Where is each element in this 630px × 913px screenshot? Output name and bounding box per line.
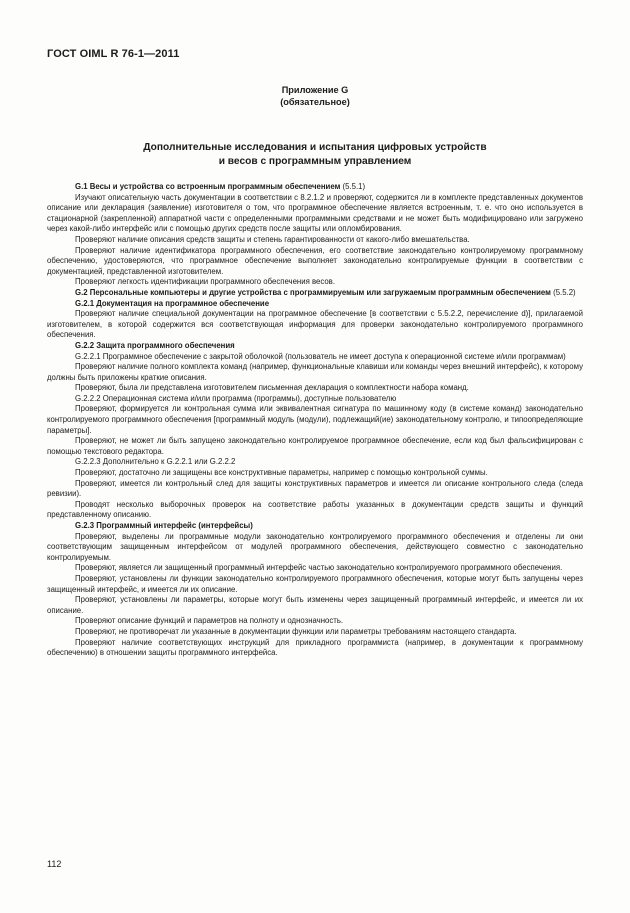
paragraph: Проверяют описание функций и параметров на полноту и однозначность. [75,616,344,626]
section-g21-heading: G.2.1 Документация на программное обеспечение [75,298,270,308]
annex-title [47,141,583,168]
paragraph: Проверяют, формируется ли контрольная сумма или эквивалентная сигнатура по машинному коду (в системе команд) законодательно контролируемого программного обеспечения [программный модуль (модули), подлежащий(ие) законодательному контролю, и типоопределяющие параметры]. [47,404,583,435]
paragraph: Проверяют, установлены ли параметры, которые могут быть изменены через защищенный программный интерфейс, и имеется ли их описание. [47,595,583,615]
paragraph: Проверяют, установлены ли функции законодательно контролируемого программного обеспечения, которые могут быть запущены через защищенный интерфейс, и имеется ли их описание. [47,573,583,594]
paragraph: Проводят несколько выборочных проверок на соответствие работы указанных в документации средств защиты и функций представленному описанию. [47,499,583,520]
paragraph: Проверяют легкость идентификации программного обеспечения весов. [75,277,335,287]
paragraph: Проверяют, имеется ли контрольный след для защиты конструктивных параметров и имеется ли описание контрольного следа (следа ревизии). [47,478,583,499]
paragraph: G.2.2.3 Дополнительно к G.2.2.1 или G.2.2.2 [75,457,236,467]
paragraph: Проверяют, не противоречат ли указанные в документации функции или параметры требованиям настоящего стандарта. [75,626,517,636]
paragraph: Проверяют наличие соответствующих инструкций для прикладного программиста (например, в документации к программному обеспечению) в отношении защиты программного интерфейса. [47,637,583,658]
section-g2-heading: G.2 Персональные компьютеры и другие устройства с программируемым или загружаемым программным обеспечением [75,287,551,297]
document-code: ГОСТ OIML R 76-1—2011 [47,48,180,60]
annex-status: (обязательное) [280,97,350,107]
section-g1-heading: G.1 Весы и устройства со встроенным программным обеспечением [75,182,341,191]
paragraph: Проверяют, является ли защищенный программный интерфейс частью законодательно контролируемого программного обеспечения. [75,563,563,573]
section-g2 [47,288,583,299]
paragraph: Проверяют, достаточно ли защищены все конструктивные параметры, например с помощью контрольной суммы. [75,468,488,478]
paragraph: Проверяют наличие описания средств защиты и степень гарантированности от какого-либо вмешательства. [75,234,470,244]
annex-label: Приложение G [281,85,349,95]
annex-title-line-2: и весов с программным управлением [218,155,412,167]
paragraph: Проверяют наличие специальной документации на программное обеспечение [в соответствии с 5.5.2.2, перечисление d)], прилагаемой изготовителем, в которой содержится вся соответствующая информация для проверки законодательно контролируемого программного обеспечения. [47,309,583,340]
section-g2-ref: (5.5.2) [550,287,576,297]
paragraph: Проверяют, была ли представлена изготовителем письменная декларация о комплектности набора команд. [75,383,469,393]
section-g1-ref: (5.5.1) [340,182,366,191]
section-g22-heading: G.2.2 Защита программного обеспечения [75,340,235,350]
annex-heading [47,84,583,108]
paragraph: G.2.2.1 Программное обеспечение с закрытой оболочкой (пользователь не имеет доступа к операционной системе и/или программам) [75,351,566,361]
paragraph: Проверяют наличие идентификатора программного обеспечения, его соответствие законодательно контролируемому программному обеспечению, удостоверяются, что программное обеспечение выполняет законодательно контролируемые функции в соответствии с документацией, представленной изготовителем. [47,245,583,276]
page-number: 112 [47,859,62,869]
paragraph: Изучают описательную часть документации в соответствии с 8.2.1.2 и проверяют, содержится ли в комплекте представленных документов описание или декларация (заявление) изготовителя о том, что программное обеспечение является встроенным, т. е. что оно используется в стационарной (закрепленной) аппаратной части с определенными программными средствами и не может быть модифицировано или загружено через какой-либо интерфейс или с помощью других средств после защиты или опломбирования. [47,192,583,234]
paragraph: Проверяют, выделены ли программные модули законодательно контролируемого программного обеспечения и отделены ли они соответствующим защищенным интерфейсом от модулей программного обеспечения, действующего совместно с законодательно контролируемым. [47,531,583,562]
paragraph: Проверяют наличие полного комплекта команд (например, функциональные клавиши или команды через внешний интерфейс), к которому должны быть приложены краткие описания. [47,362,583,382]
annex-title-line-1: Дополнительные исследования и испытания цифровых устройств [143,142,487,153]
paragraph: G.2.2.2 Операционная система и/или программа (программы), доступные пользователю [75,393,397,403]
section-g23-heading: G.2.3 Программный интерфейс (интерфейсы) [75,521,253,530]
body-text [47,182,583,659]
paragraph: Проверяют, не может ли быть запущено законодательно контролируемое программное обеспечение, если код был фальсифицирован с помощью текстового редактора. [47,436,583,456]
section-g1 [47,182,583,193]
